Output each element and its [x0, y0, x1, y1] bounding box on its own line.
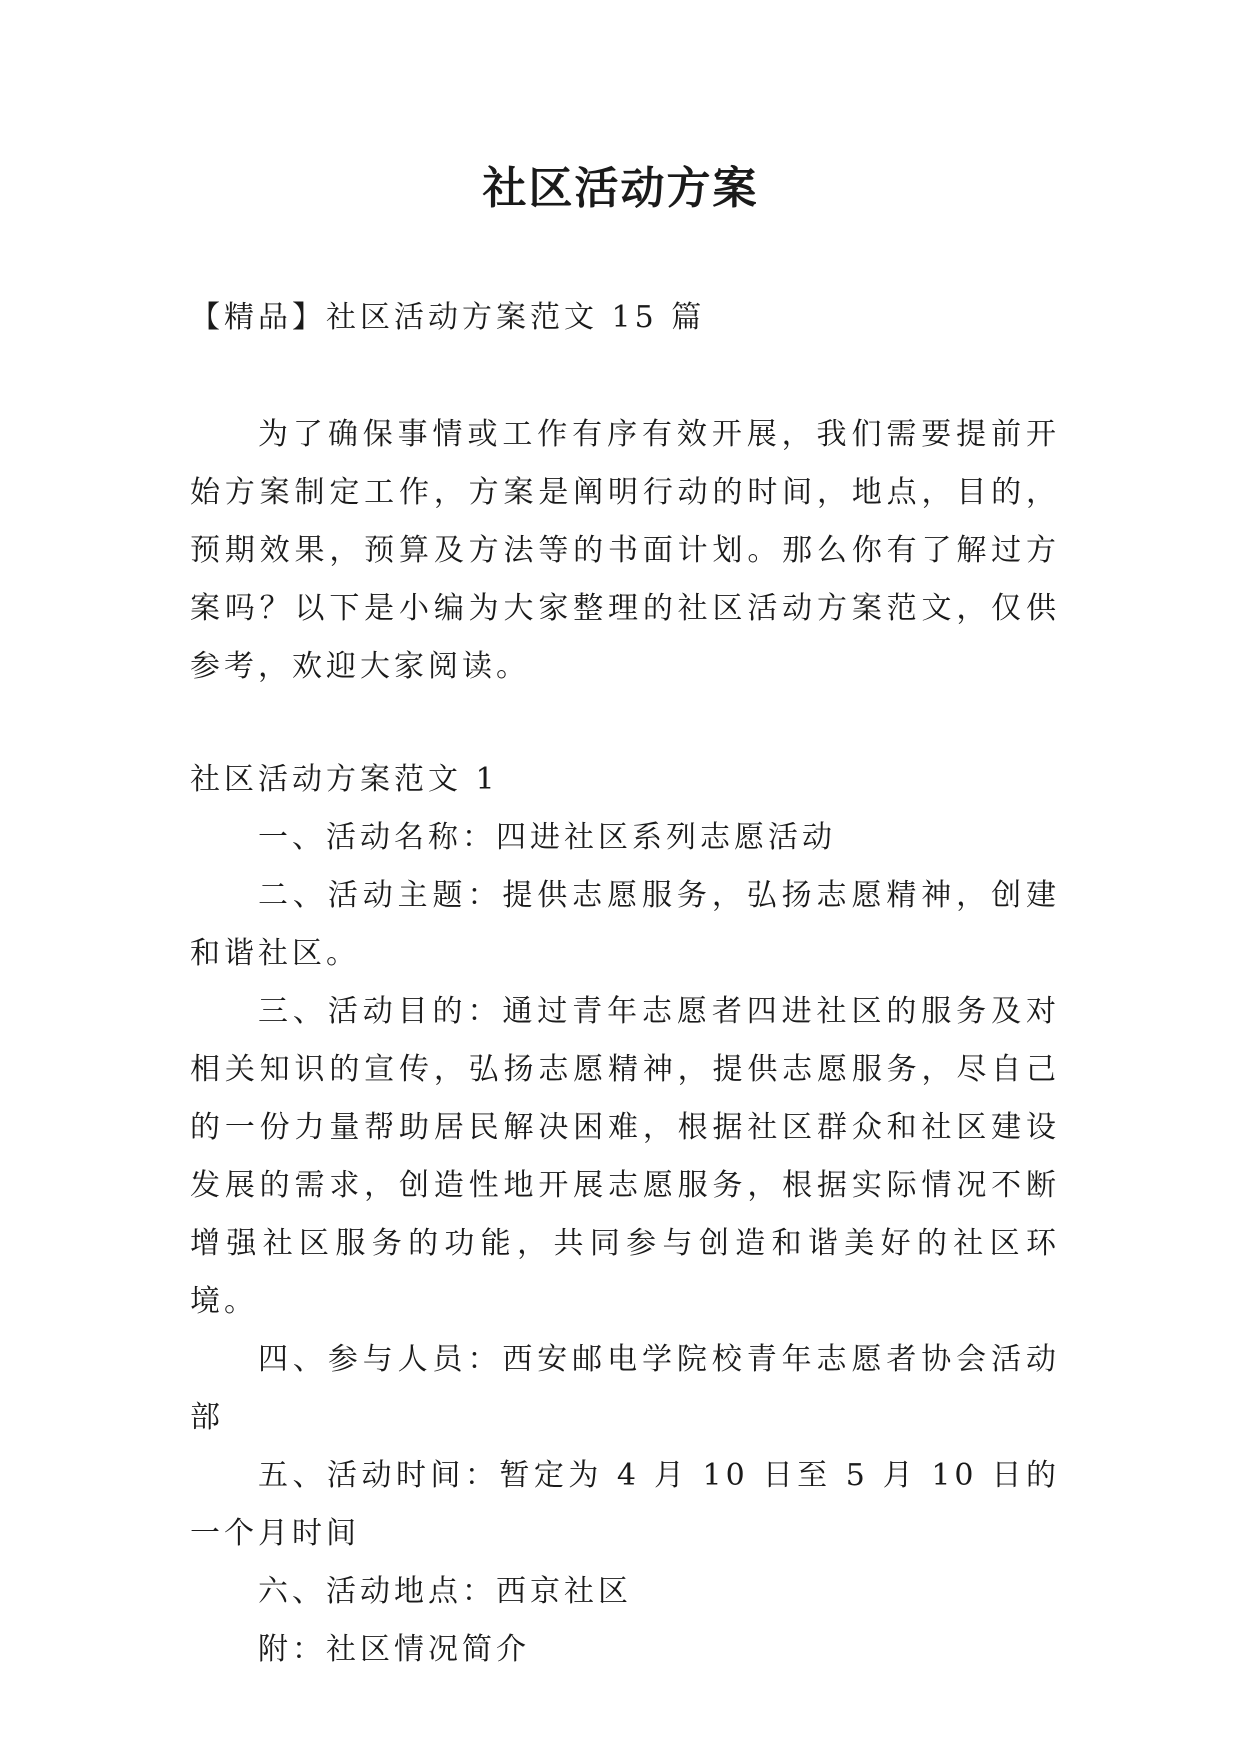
section-heading: 社区活动方案范文 1	[190, 762, 499, 797]
item-activity-time: 五、活动时间：暂定为 4 月 10 日至 5 月 10 日的一个月时间	[190, 1458, 1060, 1551]
intro-paragraph: 为了确保事情或工作有序有效开展，我们需要提前开始方案制定工作，方案是阐明行动的时间，地点，目的，预期效果，预算及方法等的书面计划。那么你有了解过方案吗？以下是小编为大家整理的社区活动方案范文，仅供参考，欢迎大家阅读。	[190, 417, 1060, 684]
item-activity-location: 六、活动地点：西京社区	[258, 1574, 632, 1609]
item-activity-purpose: 三、活动目的：通过青年志愿者四进社区的服务及对相关知识的宣传，弘扬志愿精神，提供志愿服务，尽自己的一份力量帮助居民解决困难，根据社区群众和社区建设发展的需求，创造性地开展志愿服务，根据实际情况不断增强社区服务的功能，共同参与创造和谐美好的社区环境。	[190, 994, 1060, 1319]
item-activity-theme: 二、活动主题：提供志愿服务，弘扬志愿精神，创建和谐社区。	[190, 878, 1060, 971]
item-appendix: 附：社区情况简介	[258, 1632, 530, 1667]
document-subtitle: 【精品】社区活动方案范文 15 篇	[190, 300, 706, 335]
document-body	[190, 290, 1060, 1679]
document-title: 社区活动方案	[482, 163, 759, 214]
item-activity-name: 一、活动名称：四进社区系列志愿活动	[258, 820, 836, 855]
item-participants: 四、参与人员：西安邮电学院校青年志愿者协会活动部	[190, 1342, 1060, 1435]
